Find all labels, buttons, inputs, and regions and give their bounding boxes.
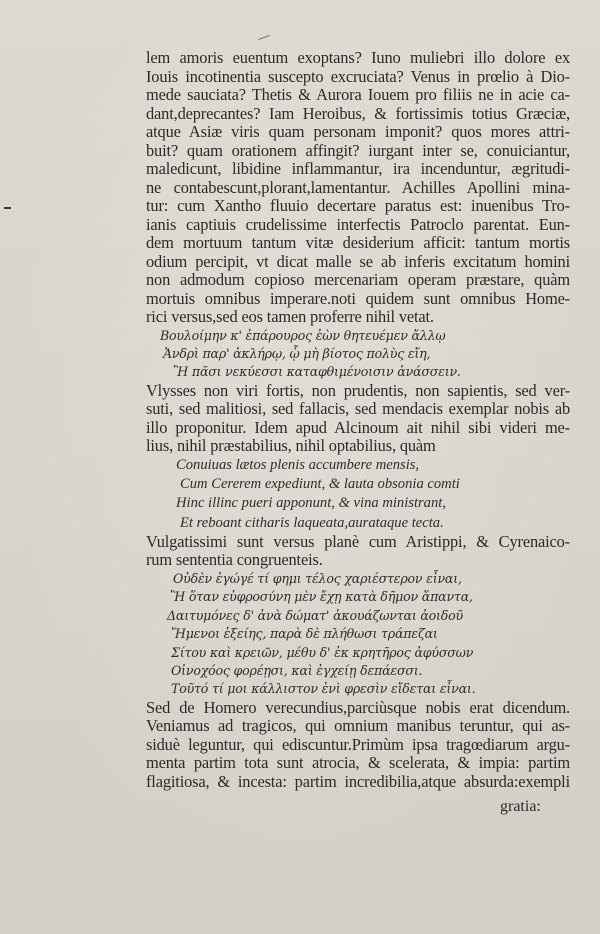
catchword: gratia: [500, 798, 541, 815]
latin-verse: Et reboant citharis laqueata,aurataque tecta. [180, 514, 444, 531]
prose-line: ne contabescunt,plorant,lamentantur. Achilles Apollini mina- [146, 178, 570, 197]
greek-verse: Βουλοίμην κ' ἐπάρουρος ἐὼν θητευέμεν ἄλλῳ [160, 327, 446, 343]
prose-line: rici versus,sed eos tamen proferre nihil vetat. [146, 308, 434, 326]
prose-line: Vulgatissimi sunt versus planè cum Aristippi, & Cyrenaico- [146, 532, 570, 551]
prose-line: buit? quam orationem affingit? iurgant inter se, conuiciantur, [146, 141, 570, 160]
margin-mark [4, 207, 11, 209]
prose-line: siduè leguntur, qui ediscuntur.Primùm ipsa tragœdiarum argu- [146, 735, 570, 754]
ink-mark [258, 35, 270, 40]
greek-verse: Ἥμενοι ἑξείης, παρὰ δὲ πλήθωσι τράπεζαι [171, 626, 438, 642]
prose-line: dem mortuum tantum vitæ desiderium afficit: tantum mortis [146, 234, 570, 252]
latin-verse: Conuiuas lætos plenis accumbere mensis, [176, 456, 420, 473]
greek-verse: Δαιτυμόνες δ' ἀνὰ δώματ' ἀκουάζωνται ἀοιδοῦ [167, 607, 463, 623]
prose-line: mortuis omnibus imperare.noti quidem sunt omnibus Home- [146, 289, 570, 308]
greek-verse: Ἢ ὅταν εὐφροσύνη μὲν ἔχῃ κατὰ δῆμον ἅπαντα, [170, 589, 473, 605]
prose-line: menta partim tota sunt atrocia, & scelerata, & impia: partim [146, 754, 570, 773]
greek-verse: Σίτου καὶ κρειῶν, μέθυ δ' ἐκ κρητῆρος ἀφύσσων [171, 644, 474, 660]
greek-verse: Ἀνδρὶ παρ' ἀκλήρῳ, ᾧ μὴ βίοτος πολὺς εἴη, [163, 345, 431, 361]
body-text [146, 49, 570, 791]
prose-line: tur: cum Xantho fluuio decertare paratus est: inuenibus Tro- [146, 197, 570, 215]
prose-line: Veniamus ad tragicos, qui omnium manibus teruntur, qui as- [146, 717, 570, 736]
greek-verse: Οἰνοχόος φορέῃσι, καὶ ἐγχείῃ δεπάεσσι. [171, 662, 423, 678]
prose-line: ianis captiuis crudelissime interfectis Patroclo parentat. Eun- [146, 215, 570, 234]
prose-line: non admodum copioso mercenariam operam præstare, quàm [146, 271, 570, 289]
prose-line: dant,deprecantes? Iam Heroibus, & fortissimis totius Græciæ, [146, 104, 570, 123]
prose-line: rum sententia congruenteis. [146, 551, 323, 570]
prose-line: Sed de Homero verecundius,parciùsque nobis erat dicendum. [146, 698, 570, 717]
prose-line: Vlysses non viri fortis, non prudentis, non sapientis, sed ver- [146, 381, 570, 400]
latin-verse: Hinc illinc pueri apponunt, & vina ministrant, [176, 495, 446, 512]
greek-verse: Τοῦτό τί μοι κάλλιστον ἐνὶ φρεσὶν εἴδεται εἶναι. [171, 681, 476, 697]
prose-line: lem amoris euentum exoptans? Iuno muliebri illo dolore ex [146, 49, 570, 67]
prose-line: mede sauciata? Thetis & Aurora Iouem pro filiis ne in acie ca- [146, 86, 570, 104]
prose-line: atque Asiæ viris quam personam imponit? quos mores attri- [146, 123, 570, 141]
prose-line: lius, nihil præstabilius, nihil optabilius, quàm [146, 437, 436, 456]
prose-line: Iouis incotinentia suscepto excruciata? Venus in prœlio à Dio- [146, 67, 570, 86]
greek-verse: Ἢ πᾶσι νεκύεσσι καταφθιμένοισιν ἀνάσσειν. [173, 364, 461, 380]
prose-line: maledicunt, libidine inflammantur, ira incenduntur, ægritudi- [146, 160, 570, 178]
prose-line: suti, sed malitiosi, sed fallacis, sed mendacis exemplar nobis ab [146, 400, 570, 419]
latin-verse: Cum Cererem expediunt, & lauta obsonia comti [180, 476, 460, 493]
greek-verse: Οὐδὲν ἐγώγέ τί φημι τέλος χαριέστερον εἶναι, [173, 570, 462, 586]
prose-line: illo proponitur. Idem apud Alcinoum ait nihil sibi videri me- [146, 418, 570, 437]
prose-line: flagitiosa, & incesta: partim incredibilia,atque absurda:exempli [146, 772, 570, 791]
prose-line: odium percipit, vt dicat malle se ab inferis excitatum homini [146, 252, 570, 271]
